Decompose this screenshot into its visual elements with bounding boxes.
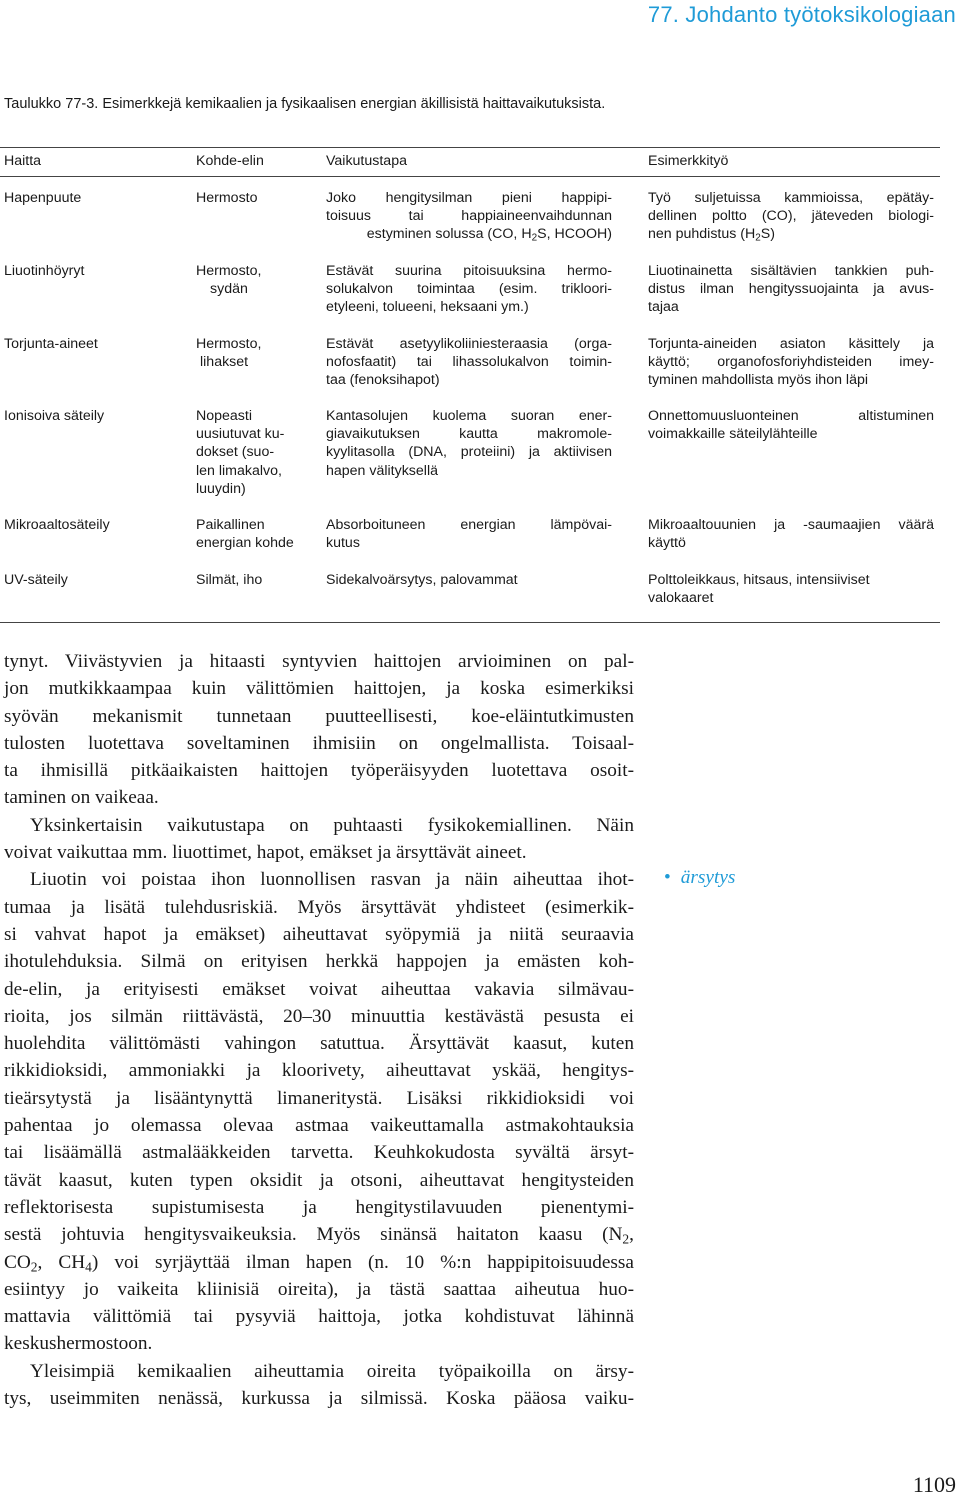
cell-haitta [4,571,184,589]
cell-haitta [4,262,184,280]
body-line: huolehdita välittömästi vahingon satuttua. Ärsyttävät kaasut, kuten [4,1033,634,1055]
cell-kohde [196,571,316,589]
body-line: si vahvat hapot ja emäkset) aiheuttavat syöpymiä ja niitä seuraavia [4,923,634,945]
cell-line: toisuus tai happiaineenvaihdunnan [326,208,612,225]
body-line: Yleisimpiä kemikaalien aiheuttamia oireita työpaikoilla on ärsy- [30,1360,634,1382]
cell-kohde [196,516,316,552]
cell-line: taa (fenoksihapot) [326,372,440,389]
cell-kohde [196,335,316,371]
cell-esimerkki [648,407,934,443]
cell-vaikutus [326,189,612,244]
text-part: , CH [37,1251,86,1273]
body-line: rikkidioksidi, ammoniakki ja kloorivety, aiheuttavat yskää, hengitys- [4,1060,634,1082]
cell-line: tajaa [648,299,679,316]
table-row [0,262,940,316]
cell-line: sydän [210,281,248,298]
cell-line: hapen välityksellä [326,462,438,479]
cell-line: dokset (suo- [196,444,275,461]
cell-line: tyminen mahdollista myös ihon läpi [648,372,869,389]
cell-line: lihakset [200,354,249,371]
body-line: tumaa ja lisätä tulehdusriskiä. Myös ärsyttävät yhdisteet (esimerkik- [4,896,634,918]
table-row [0,189,940,244]
table-bottom-rule [0,622,940,623]
cell-esimerkki [648,571,934,607]
text-part: , [629,1224,634,1246]
body-line: de-elin, ja erityisesti emäkset voivat aiheuttaa vakavia silmävau- [4,978,634,1000]
cell-line: Estävät asetyylikoliiniesteraasia (orga- [326,336,612,352]
body-line: syövän mekanismit tunnetaan puutteellisesti, koe-eläintutkimusten [4,705,634,727]
subscript: 2 [30,1258,38,1274]
cell-line: käyttö; organofosforiyhdisteiden imey- [648,354,934,371]
cell-kohde [196,407,316,498]
cell-line: energian kohde [196,535,294,552]
cell-kohde [196,262,316,298]
cell-esimerkki [648,335,934,390]
cell-line: Hermosto, [196,336,262,352]
table-row [0,407,940,497]
table-header-row [0,152,940,169]
cell-vaikutus [326,335,612,390]
subscript: 2 [755,232,761,244]
cell-line: Hermosto, [196,263,262,279]
cell-line: distus ilman hengityssuojainta ja avus- [648,281,934,298]
cell-haitta [4,407,184,425]
cell-line: Työ suljetuissa kammioissa, epätäy- [648,190,934,206]
cell-line: kutus [326,535,360,552]
text-part: estyminen solussa (CO, H [366,226,532,243]
table-row [0,516,940,552]
body-line: tulosten luotettava soveltaminen ihmisiin on ongelmallista. Toisaal- [4,732,634,754]
cell-line: Nopeasti [196,408,252,424]
bullet-icon: • [664,867,671,888]
cell-line: Hapenpuute [4,190,82,206]
cell-line: dellinen poltto (CO), jäteveden biologi- [648,208,934,225]
text-part: nen puhdistus (H [648,226,756,243]
cell-line: etyleeni, tolueeni, heksaani ym.) [326,299,529,316]
text-part: ) voi syrjäyttää ilman hapen (n. 10 %:n happipitoisuudessa [91,1251,634,1273]
cell-line: Absorboituneen energian lämpövai- [326,517,612,533]
cell-vaikutus [326,516,612,552]
body-line: rioita, jos silmän riittävästä, 20–30 minuuttia kestävästä pesusta ei [4,1005,634,1027]
table-header-rule [0,176,940,177]
body-line: tävät kaasut, kuten typen oksidit ja otsoni, aiheuttavat hengitysteiden [4,1169,634,1191]
table-row [0,571,940,607]
cell-haitta [4,335,184,353]
page-number: 1109 [912,1472,956,1497]
body-line: tys, useimmiten nenässä, kurkussa ja silmissä. Koska pääosa vaiku- [4,1388,634,1410]
cell-vaikutus [326,262,612,317]
cell-line [648,225,934,243]
cell-line: Paikallinen [196,517,265,533]
cell-line: UV-säteily [4,572,68,588]
cell-line: kyylitasolla (DNA, proteiini) ja aktiivisen [326,444,612,461]
cell-line: Torjunta-aineet [4,336,98,352]
body-line: tynyt. Viivästyvien ja hitaasti syntyvien haittojen arvioiminen on pal- [4,651,634,672]
cell-esimerkki [648,262,934,317]
body-line: voivat vaikuttaa mm. liuottimet, hapot, emäkset ja ärsyttävät aineet. [4,842,527,864]
body-line [4,1221,634,1248]
text-part: S) [760,226,775,243]
body-line: pahentaa jo olemassa olevaa astmaa vaikeuttamalla astmakohtauksia [4,1115,634,1137]
cell-line: valokaaret [648,590,714,607]
cell-line: luuydin) [196,480,246,497]
text-part: CO [4,1251,31,1273]
cell-line: Estävät suurina pitoisuuksina hermo- [326,263,612,279]
table-row [0,335,940,389]
header-kohde-elin: Kohde-elin [196,153,264,169]
cell-line: Onnettomuusluonteinen altistuminen [648,408,934,424]
text-part: sestä johtuvia hengitysvaikeuksia. Myös sinänsä haitaton kaasu (N [4,1224,623,1246]
body-line: taminen on vaikeaa. [4,787,159,809]
cell-line: Silmät, iho [196,572,263,588]
body-line: Yksinkertaisin vaikutustapa on puhtaasti fysikokemiallinen. Näin [30,814,634,836]
subscript: 2 [622,1231,630,1247]
cell-line: Hermosto [196,190,258,206]
cell-line: nofosfaatit) tai lihassolukalvon toimin- [326,354,612,371]
body-line: reflektorisesta supistumisesta ja hengitystilavuuden pienentymi- [4,1196,634,1218]
cell-line: käyttö [648,535,686,552]
cell-line: Mikroaaltosäteily [4,517,110,533]
body-line: esiintyy jo vaikeita kliinisiä oireita), ja tästä saattaa aiheutua huo- [4,1278,634,1300]
cell-haitta [4,189,184,207]
cell-haitta [4,516,184,534]
cell-line: Torjunta-aineiden asiaton käsittely ja [648,336,934,352]
cell-vaikutus [326,571,612,589]
text-part: S, HCOOH) [537,226,612,243]
cell-line: Mikroaaltouunien ja -saumaajien väärä [648,517,934,533]
body-line: Liuotin voi poistaa ihon luonnollisen rasvan ja näin aiheuttaa ihot- [30,869,634,891]
cell-line: Polttoleikkaus, hitsaus, intensiiviset [648,572,870,588]
body-line: tieärsytystä ja lisääntynyttä limaneritystä. Lisäksi rikkidioksidi voi [4,1087,634,1109]
header-haitta: Haitta [4,153,42,169]
subscript: 4 [85,1258,92,1274]
cell-line: Joko hengitysilman pieni happipi- [326,190,612,206]
subscript: 2 [531,232,538,244]
cell-vaikutus [326,407,612,480]
body-line: ihotulehduksia. Silmä on erityisen herkkä happojen ja emästen koh- [4,951,634,973]
chapter-title: 77. Johdanto työtoksikologiaan [647,2,956,27]
body-line: keskushermostoon. [4,1333,153,1355]
margin-keyword-text: ärsytys [680,867,736,888]
cell-line: uusiutuvat ku- [196,426,285,443]
cell-line: giavaikutuksen kautta makromole- [326,426,612,443]
body-line: ta ihmisillä pitkäaikaisten haittojen työperäisyyden luotettava osoit- [4,760,634,782]
body-line: jon mutkikkaampaa kuin välittömien haittojen, ja koska esimerkiksi [4,678,634,700]
header-vaikutustapa: Vaikutustapa [326,153,407,169]
cell-line: Ionisoiva säteily [4,408,105,424]
table-top-rule [0,147,940,148]
cell-line: voimakkaille säteilylähteille [648,426,818,443]
cell-line: solukalvon toimintaa (esim. trikloori- [326,281,612,298]
table-caption: Taulukko 77-3. Esimerkkejä kemikaalien ja fysikaalisen energian äkillisistä haittavaikutuksista. [4,96,606,112]
body-line [4,1249,634,1276]
cell-line: Sidekalvoärsytys, palovammat [326,572,518,588]
margin-keyword [664,867,735,889]
cell-line: Liuotinainetta sisältävien tankkien puh- [648,263,934,279]
cell-line: Liuotinhöyryt [4,263,85,279]
body-text [4,648,634,1412]
cell-kohde [196,189,316,207]
body-line: tai lisäämällä astmalääkkeiden tarvetta. Keuhkokudosta syvältä ärsyt- [4,1142,634,1164]
header-esimerkkityo: Esimerkkityö [648,153,729,169]
cell-line: Kantasolujen kuolema suoran ener- [326,408,612,424]
body-line: mattavia välittömiä tai pysyviä haittoja, jotka kohdistuvat lähinnä [4,1306,634,1328]
cell-esimerkki [648,516,934,552]
cell-line [326,225,612,243]
cell-line: len limakalvo, [196,462,282,479]
cell-esimerkki [648,189,934,244]
